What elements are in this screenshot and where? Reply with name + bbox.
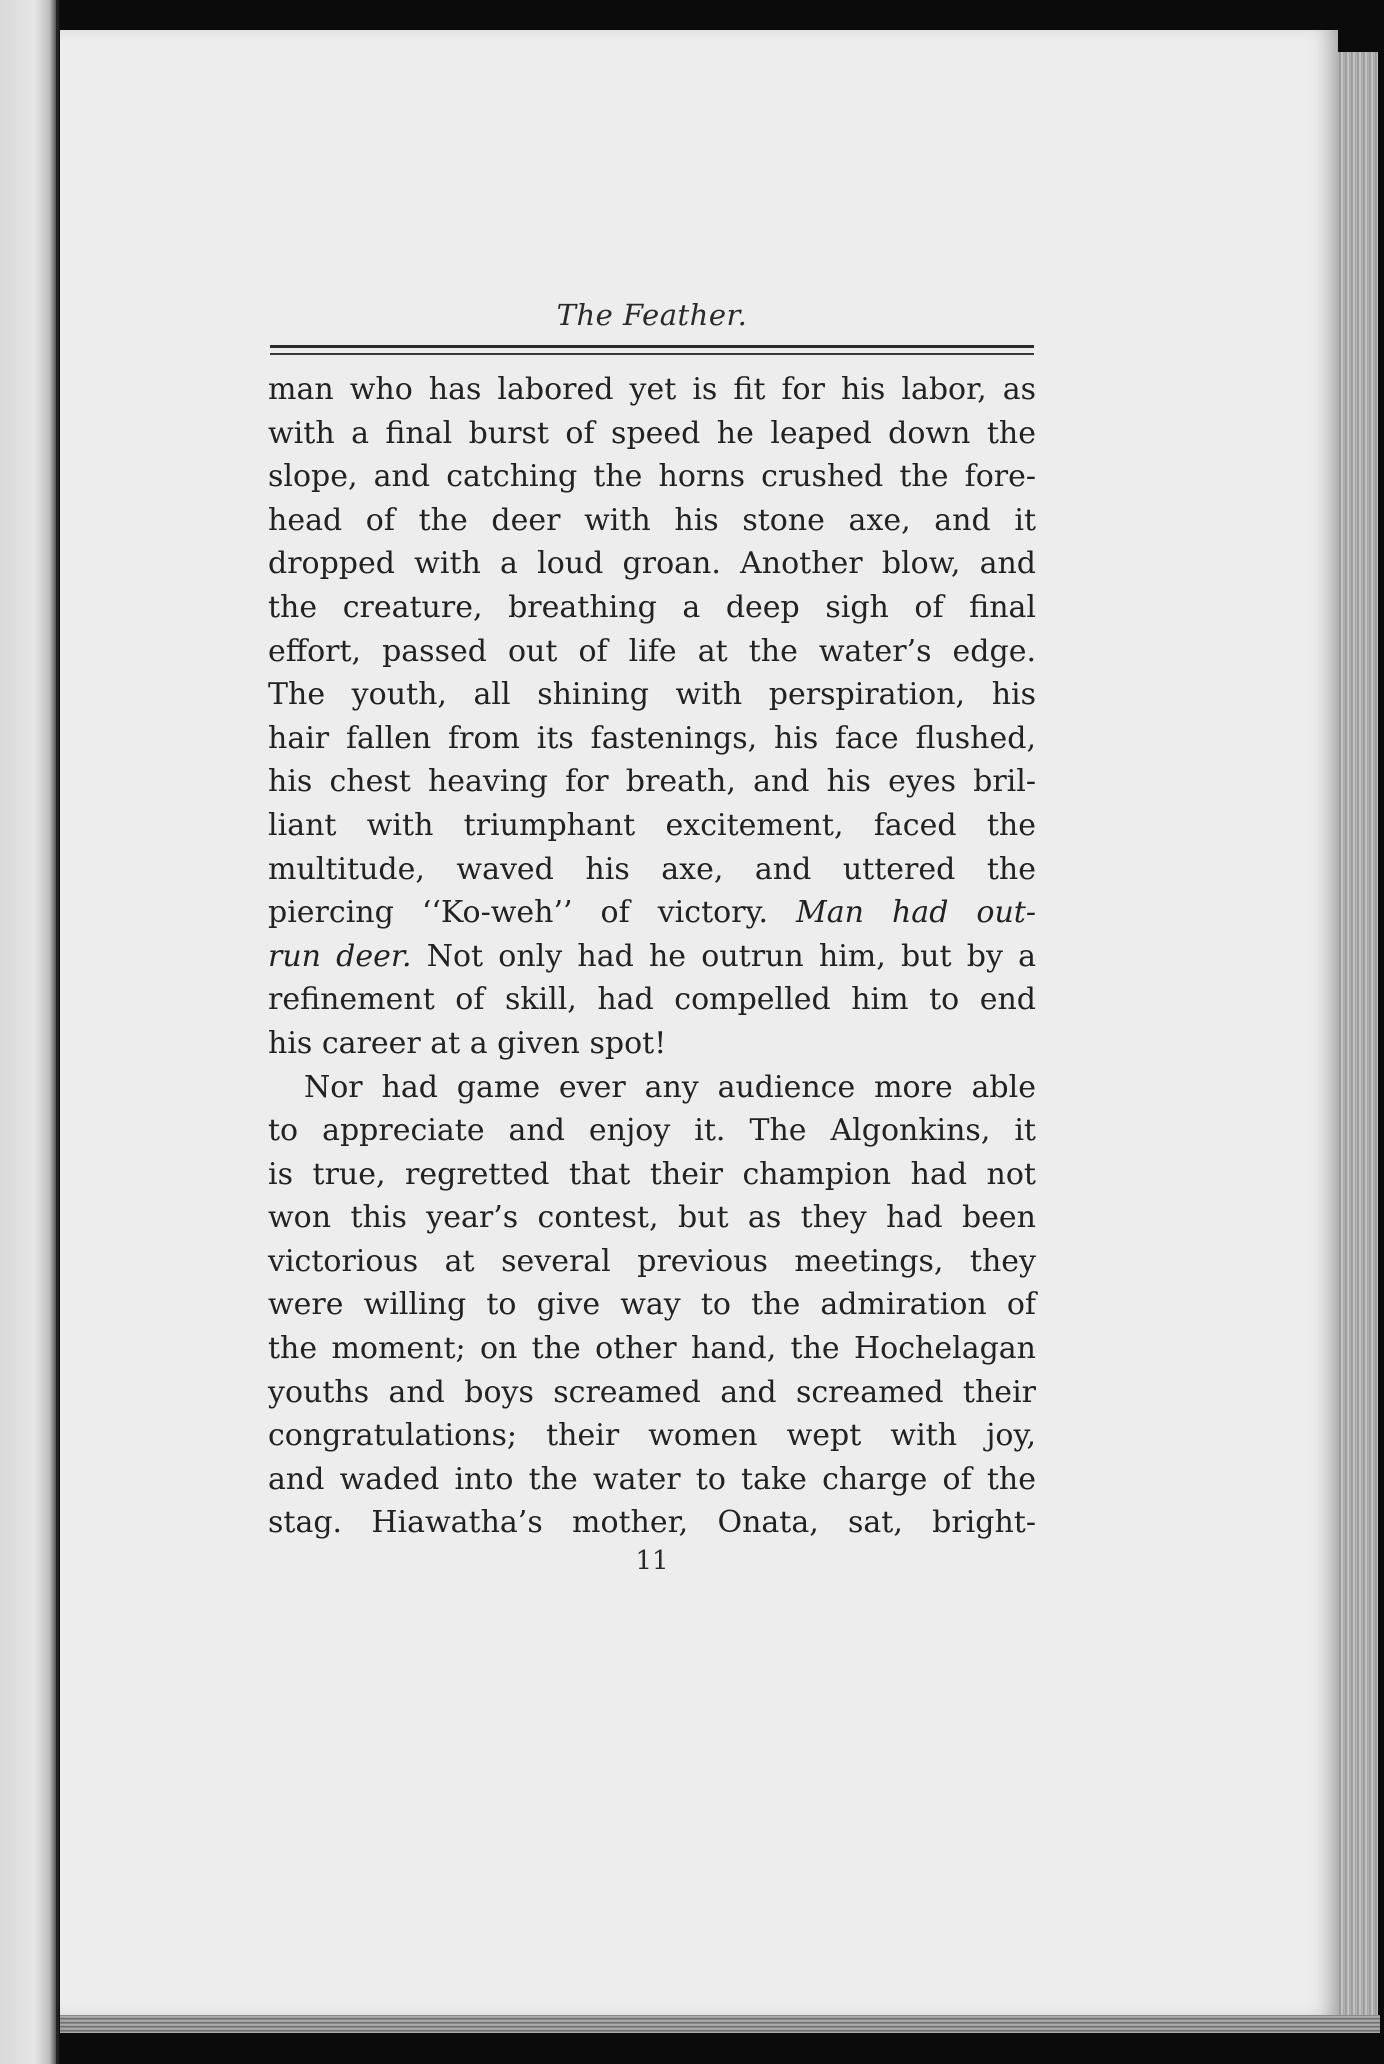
text-line: liant with triumphant excitement, faced the [268, 807, 1036, 843]
text-line-mixed [268, 891, 1036, 935]
gutter-line [56, 0, 59, 2064]
book-bottom-edge [60, 2015, 1380, 2033]
italic-segment: run deer. [268, 938, 412, 974]
header-rule-thick [270, 345, 1034, 348]
text-line: with a final burst of speed he leaped down the [268, 415, 1036, 451]
running-head: The Feather. [556, 298, 748, 332]
text-segment: piercing ‘‘Ko-weh’’ of victory. [268, 895, 769, 931]
text-line: the creature, breathing a deep sigh of final [268, 589, 1036, 625]
text-line: The youth, all shining with perspiration, his [268, 677, 1036, 713]
text-line: stag. Hiawatha’s mother, Onata, sat, bright- [268, 1505, 1036, 1541]
italic-segment: Man had out- [796, 895, 1036, 931]
page-stack-edge [1338, 52, 1378, 2017]
text-line: refinement of skill, had compelled him to end [268, 982, 1036, 1018]
text-line: congratulations; their women wept with joy, [268, 1418, 1036, 1454]
text-line: man who has labored yet is fit for his labor, as [268, 372, 1036, 407]
text-line-mixed [268, 935, 1036, 979]
text-segment: Not only had he outrun him, but by a [426, 938, 1036, 974]
text-line: won this year’s contest, but as they had been [268, 1200, 1036, 1236]
text-line: head of the deer with his stone axe, and it [268, 502, 1036, 538]
text-line: and waded into the water to take charge of the [268, 1461, 1036, 1497]
page-number: 11 [635, 1546, 669, 1576]
text-line: hair fallen from its fastenings, his face flushed, [268, 720, 1036, 756]
text-line: the moment; on the other hand, the Hochelagan [268, 1331, 1036, 1367]
text-line: dropped with a loud groan. Another blow, and [268, 546, 1036, 582]
body-text [268, 368, 1036, 1545]
text-line: youths and boys screamed and screamed their [268, 1374, 1036, 1410]
text-line: effort, passed out of life at the water’s edge. [268, 633, 1036, 669]
text-line: to appreciate and enjoy it. The Algonkins, it [268, 1113, 1036, 1149]
left-page-sliver [0, 0, 58, 2064]
header-rule-thin [270, 353, 1034, 355]
text-line: multitude, waved his axe, and uttered the [268, 851, 1036, 887]
text-line: were willing to give way to the admiration of [268, 1287, 1036, 1323]
text-line: Nor had game ever any audience more able [304, 1069, 1036, 1105]
text-line: is true, regretted that their champion had not [268, 1156, 1036, 1192]
text-line: victorious at several previous meetings, they [268, 1243, 1036, 1279]
text-line: slope, and catching the horns crushed the fore- [268, 459, 1036, 495]
text-line: his chest heaving for breath, and his eyes bril- [268, 764, 1036, 800]
text-line: his career at a given spot! [268, 1025, 667, 1061]
